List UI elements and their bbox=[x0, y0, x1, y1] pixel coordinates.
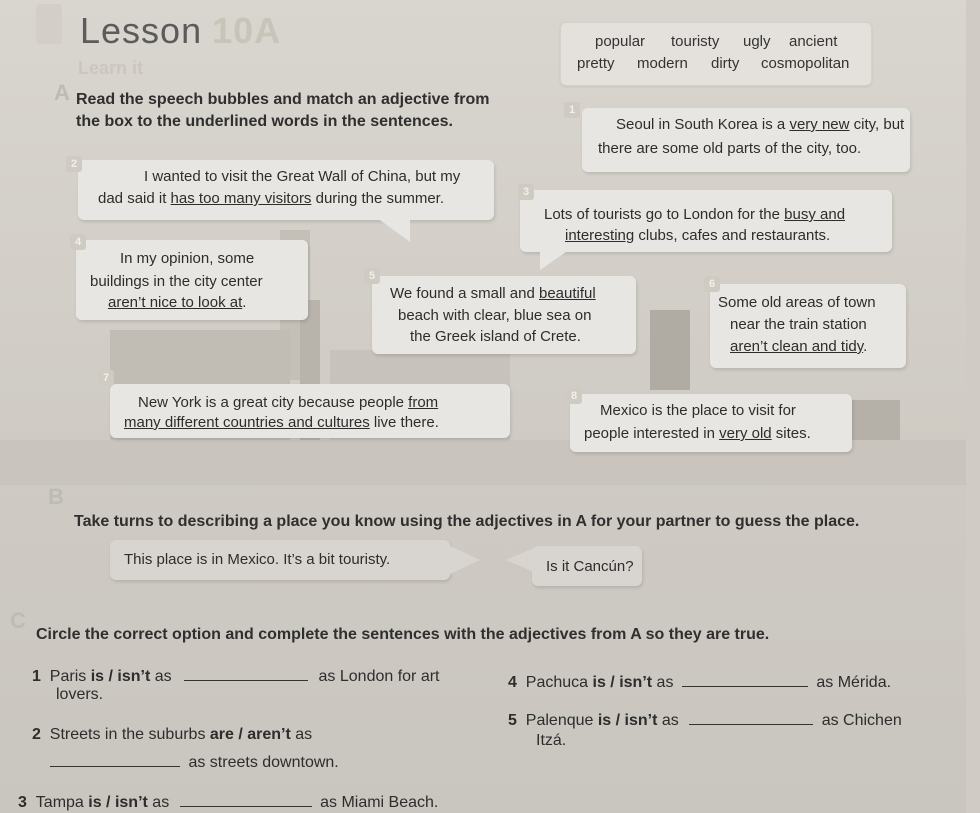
bubble-7-line-1 bbox=[138, 394, 438, 411]
bubble-4-line-3 bbox=[108, 294, 246, 311]
section-a-letter: A bbox=[54, 80, 70, 105]
word: popular bbox=[595, 33, 646, 50]
text: people interested in bbox=[584, 425, 720, 442]
bubble-5-line-2: beach with clear, blue sea on bbox=[398, 307, 592, 324]
example-bubble-right bbox=[532, 546, 642, 586]
text: Lots of tourists go to London for the bbox=[544, 206, 785, 223]
bubble-7-line-2 bbox=[124, 414, 439, 431]
lesson-title bbox=[80, 10, 281, 52]
word: pretty bbox=[577, 55, 615, 72]
word: ugly bbox=[743, 33, 771, 50]
text: as streets downtown. bbox=[188, 754, 339, 771]
text: as bbox=[290, 726, 313, 743]
speech-bubble-5 bbox=[368, 270, 636, 354]
example-right-tail bbox=[506, 548, 534, 572]
text: live there. bbox=[369, 414, 439, 431]
lesson-number: 10A bbox=[212, 10, 282, 51]
bubble-6-line-1: Some old areas of town bbox=[718, 294, 876, 311]
text: sites. bbox=[771, 425, 811, 442]
section-a-instruction-1: Read the speech bubbles and match an adjective from bbox=[76, 91, 490, 108]
word: dirty bbox=[711, 55, 740, 72]
text: Pachuca bbox=[525, 674, 593, 691]
text: dad said it bbox=[98, 190, 171, 207]
underlined-phrase: very new bbox=[789, 116, 850, 133]
adjective-word-box bbox=[560, 22, 872, 86]
text: as London for art bbox=[318, 668, 440, 685]
section-a-instruction-2: the box to the underlined words in the sentences. bbox=[76, 113, 453, 130]
exercise-item-1 bbox=[32, 666, 440, 686]
text: as Mérida. bbox=[816, 674, 892, 691]
exercise-item-1-cont: lovers. bbox=[56, 686, 104, 703]
speech-bubble-7 bbox=[102, 372, 510, 438]
bubble-4-line-2: buildings in the city center bbox=[90, 273, 263, 290]
section-c-letter: C bbox=[10, 608, 26, 633]
example-left-text: This place is in Mexico. It’s a bit touristy. bbox=[124, 551, 391, 568]
underlined-phrase: interesting bbox=[565, 227, 635, 244]
page-edge bbox=[966, 0, 980, 813]
underlined-phrase: beautiful bbox=[538, 285, 596, 302]
underlined-phrase: many different countries and cultures bbox=[124, 414, 370, 431]
bubble-number: 7 bbox=[98, 370, 114, 386]
text: Paris bbox=[49, 668, 91, 685]
speech-bubble-4 bbox=[74, 236, 308, 320]
section-b-letter: B bbox=[48, 484, 64, 509]
answer-blank[interactable] bbox=[689, 710, 813, 725]
exercise-item-4 bbox=[508, 672, 891, 692]
exercise-item-2-cont bbox=[50, 752, 339, 772]
bubble-8-line-2 bbox=[584, 425, 811, 442]
item-number: 5 bbox=[508, 712, 517, 729]
speech-bubble-8 bbox=[570, 390, 852, 452]
example-bubble-left bbox=[110, 540, 450, 580]
underlined-phrase: busy and bbox=[784, 206, 846, 223]
word: cosmopolitan bbox=[761, 55, 850, 72]
speech-bubble-3 bbox=[520, 186, 892, 252]
text: as bbox=[147, 794, 170, 811]
section-c-instruction: Circle the correct option and complete the sentences with the adjectives from A so they are true. bbox=[36, 626, 770, 643]
text: during the summer. bbox=[311, 190, 444, 207]
bubble-5-line-3: the Greek island of Crete. bbox=[410, 328, 581, 345]
text: Seoul in South Korea is a bbox=[616, 116, 790, 133]
speech-bubble-2 bbox=[70, 158, 494, 220]
item-number: 1 bbox=[32, 668, 41, 685]
underlined-phrase: aren’t clean and tidy bbox=[730, 338, 864, 355]
bubble-number: 3 bbox=[518, 184, 534, 200]
text: as bbox=[652, 674, 674, 691]
example-left-tail bbox=[450, 546, 480, 574]
bubble-number: 1 bbox=[564, 102, 580, 118]
bubble-number: 2 bbox=[66, 156, 82, 172]
circle-option[interactable]: is / isn’t bbox=[592, 674, 653, 691]
learn-it-subtitle: Learn it bbox=[78, 58, 144, 78]
lesson-title-text: Lesson bbox=[80, 10, 203, 51]
word: modern bbox=[637, 55, 688, 72]
bubble-number: 5 bbox=[364, 268, 380, 284]
text: as bbox=[657, 712, 679, 729]
bubble-3-line-2 bbox=[565, 227, 830, 244]
circle-option[interactable]: is / isn’t bbox=[597, 712, 658, 729]
item-number: 4 bbox=[508, 674, 517, 691]
bubble-4-line-1: In my opinion, some bbox=[120, 250, 255, 267]
circle-option[interactable]: is / isn’t bbox=[90, 668, 151, 685]
bubble-3-line-1 bbox=[544, 206, 845, 223]
speech-bubble-6 bbox=[708, 278, 906, 368]
bubble-2-line-2 bbox=[98, 190, 444, 207]
answer-blank[interactable] bbox=[682, 672, 808, 687]
text: . bbox=[863, 338, 868, 355]
underlined-phrase: from bbox=[408, 394, 439, 411]
text: Streets in the suburbs bbox=[49, 726, 210, 743]
bubble-1-line-2: there are some old parts of the city, too. bbox=[598, 140, 862, 157]
bubble-1-line-1 bbox=[616, 116, 904, 133]
lesson-tab-marker bbox=[36, 4, 62, 44]
circle-option[interactable]: are / aren’t bbox=[209, 726, 291, 743]
underlined-phrase: has too many visitors bbox=[170, 190, 312, 207]
bubble-3-tail bbox=[540, 252, 566, 270]
text: city, but bbox=[849, 116, 905, 133]
speech-bubble-1 bbox=[568, 104, 910, 172]
bubble-2-tail bbox=[380, 220, 410, 242]
text: clubs, cafes and restaurants. bbox=[634, 227, 831, 244]
bubble-number: 4 bbox=[70, 234, 86, 250]
item-number: 2 bbox=[32, 726, 41, 743]
word: ancient bbox=[789, 33, 838, 50]
text: as Miami Beach. bbox=[320, 794, 439, 811]
bubble-2-line-1: I wanted to visit the Great Wall of China, but my bbox=[144, 168, 461, 185]
bubble-number: 6 bbox=[704, 276, 720, 292]
bubble-5-line-1 bbox=[390, 285, 596, 302]
answer-blank[interactable] bbox=[50, 752, 180, 767]
text: We found a small and bbox=[390, 285, 539, 302]
underlined-phrase: aren’t nice to look at bbox=[108, 294, 243, 311]
underlined-phrase: very old bbox=[719, 425, 772, 442]
text: New York is a great city because people bbox=[138, 394, 409, 411]
exercise-item-5 bbox=[508, 710, 902, 730]
text: as bbox=[150, 668, 172, 685]
bubble-8-line-1: Mexico is the place to visit for bbox=[600, 402, 796, 419]
bubble-6-line-3 bbox=[730, 338, 867, 355]
answer-blank[interactable] bbox=[184, 666, 308, 681]
bubble-6-line-2: near the train station bbox=[730, 316, 867, 333]
bubble-number: 8 bbox=[566, 388, 582, 404]
exercise-item-2 bbox=[32, 726, 312, 744]
example-right-text: Is it Cancún? bbox=[546, 558, 634, 575]
answer-blank[interactable] bbox=[180, 792, 312, 807]
section-b-instruction: Take turns to describing a place you know using the adjectives in A for your partner to guess the place. bbox=[74, 513, 860, 530]
word: touristy bbox=[671, 33, 720, 50]
exercise-item-5-cont: Itzá. bbox=[536, 732, 567, 749]
circle-option[interactable]: is / isn’t bbox=[88, 794, 148, 811]
text: as Chichen bbox=[821, 712, 902, 729]
text: Tampa bbox=[35, 794, 89, 811]
text: . bbox=[242, 294, 247, 311]
text: Palenque bbox=[525, 712, 598, 729]
item-number: 3 bbox=[18, 794, 27, 811]
exercise-item-3 bbox=[18, 792, 438, 812]
